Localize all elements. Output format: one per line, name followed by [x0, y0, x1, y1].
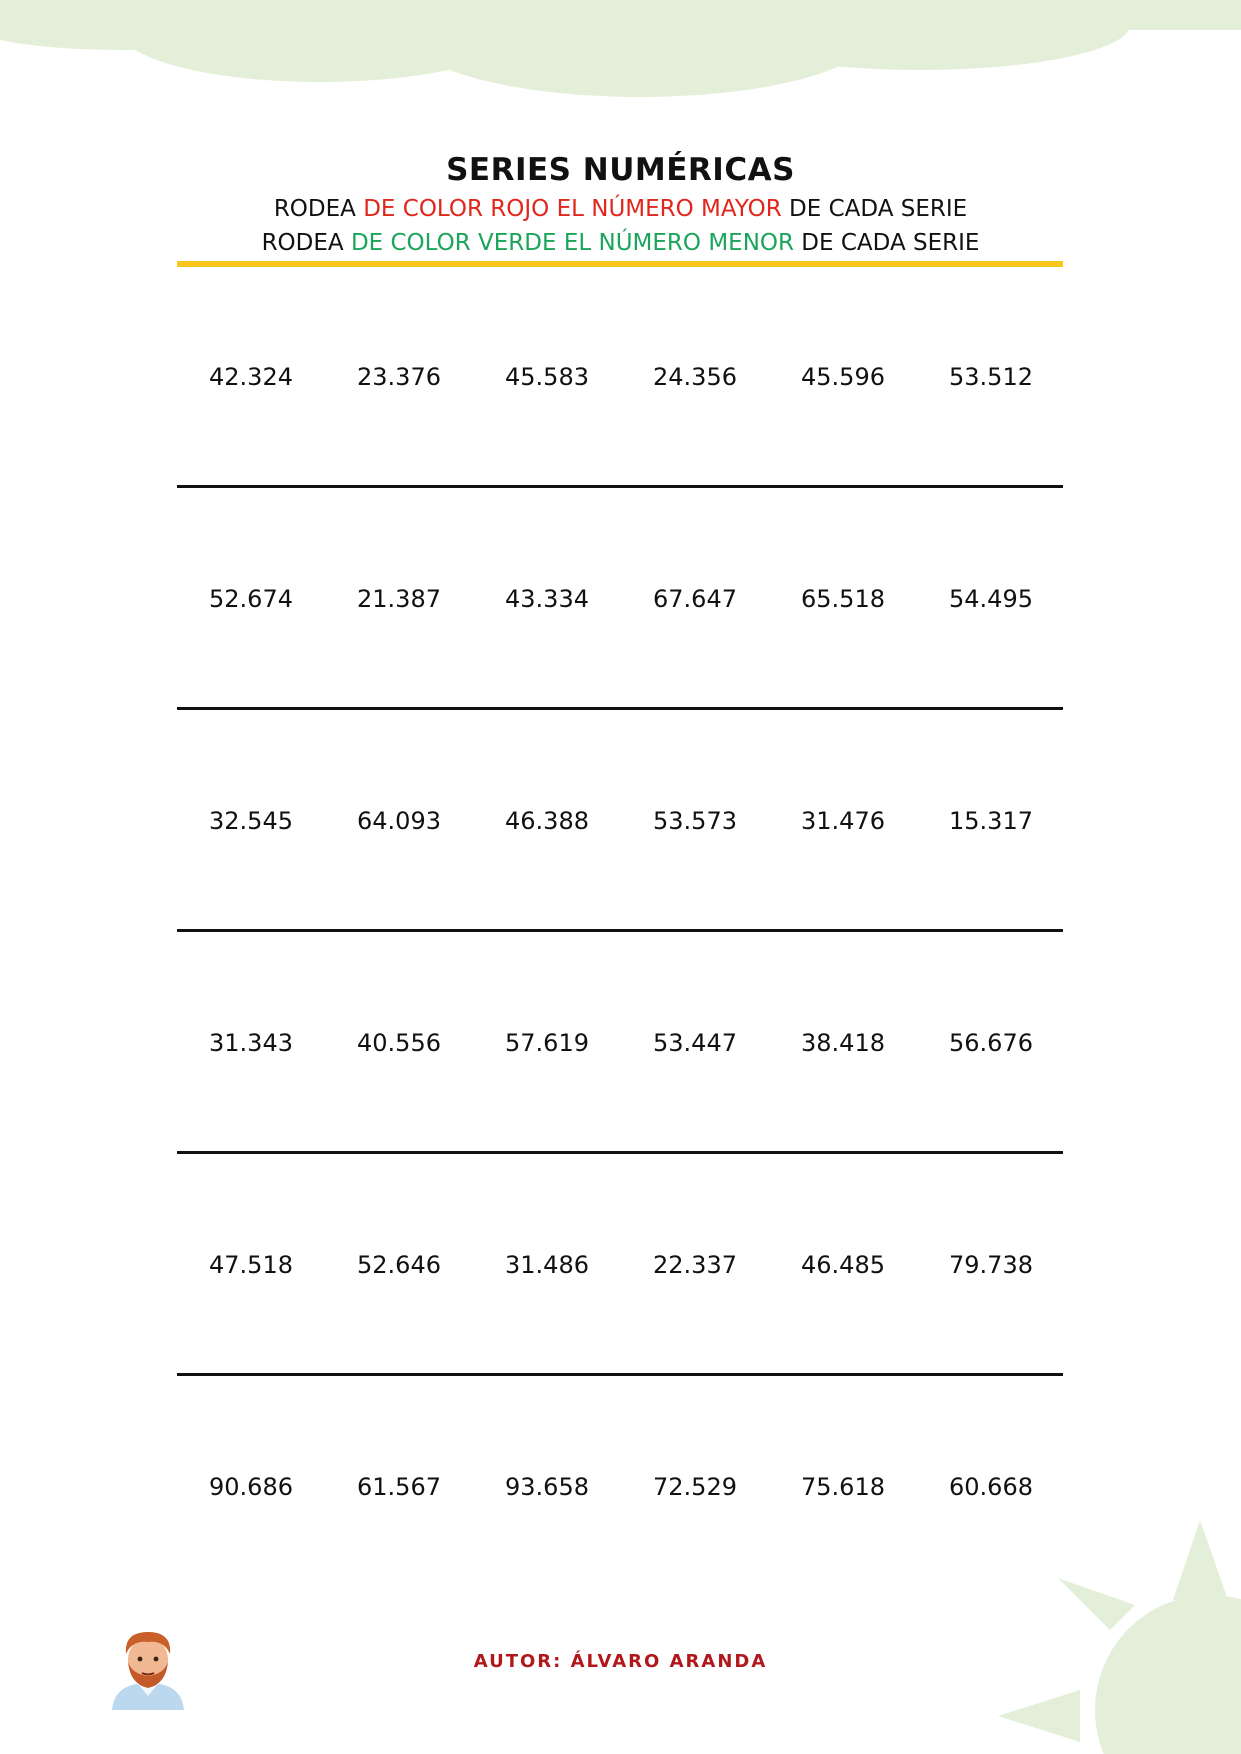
series-number[interactable]: 90.686: [209, 1473, 293, 1501]
series-number[interactable]: 54.495: [949, 585, 1033, 613]
series-number[interactable]: 31.476: [801, 807, 885, 835]
series-number[interactable]: 93.658: [505, 1473, 589, 1501]
series-number[interactable]: 53.573: [653, 807, 737, 835]
series-number[interactable]: 23.376: [357, 363, 441, 391]
series-separator: [177, 707, 1063, 710]
series-number[interactable]: 65.518: [801, 585, 885, 613]
instruction-green: [0, 226, 1241, 260]
series-number[interactable]: 40.556: [357, 1029, 441, 1057]
instruction-red: [0, 192, 1241, 226]
instruction-red-highlight: DE COLOR ROJO EL NÚMERO MAYOR: [363, 196, 782, 222]
series-separator: [177, 929, 1063, 932]
instruction-red-end: DE CADA SERIE: [781, 196, 968, 222]
series-row: [177, 1457, 1063, 1517]
series-number[interactable]: 53.447: [653, 1029, 737, 1057]
series-number[interactable]: 75.618: [801, 1473, 885, 1501]
series-number[interactable]: 31.343: [209, 1029, 293, 1057]
series-number[interactable]: 61.567: [357, 1473, 441, 1501]
instruction-red-start: RODEA: [273, 196, 364, 222]
series-number[interactable]: 60.668: [949, 1473, 1033, 1501]
series-separator: [177, 1373, 1063, 1376]
instruction-green-highlight: DE COLOR VERDE EL NÚMERO MENOR: [350, 230, 794, 256]
instruction-green-start: RODEA: [261, 230, 351, 256]
series-number[interactable]: 72.529: [653, 1473, 737, 1501]
series-number[interactable]: 79.738: [949, 1251, 1033, 1279]
series-number[interactable]: 15.317: [949, 807, 1033, 835]
header-divider: [177, 261, 1063, 267]
series-row: [177, 569, 1063, 629]
series-number[interactable]: 24.356: [653, 363, 737, 391]
series-number[interactable]: 45.596: [801, 363, 885, 391]
series-number[interactable]: 45.583: [505, 363, 589, 391]
series-number[interactable]: 46.388: [505, 807, 589, 835]
series-number[interactable]: 57.619: [505, 1029, 589, 1057]
series-separator: [177, 1151, 1063, 1154]
series-number[interactable]: 38.418: [801, 1029, 885, 1057]
cloud-decoration-icon: [0, 0, 1241, 110]
series-row: [177, 1013, 1063, 1073]
series-number[interactable]: 43.334: [505, 585, 589, 613]
page-title: SERIES NUMÉRICAS: [446, 152, 795, 188]
series-number[interactable]: 52.646: [357, 1251, 441, 1279]
series-number[interactable]: 53.512: [949, 363, 1033, 391]
series-number[interactable]: 31.486: [505, 1251, 589, 1279]
series-separator: [177, 485, 1063, 488]
series-number[interactable]: 42.324: [209, 363, 293, 391]
series-number[interactable]: 21.387: [357, 585, 441, 613]
series-number[interactable]: 47.518: [209, 1251, 293, 1279]
series-number[interactable]: 32.545: [209, 807, 293, 835]
instruction-green-end: DE CADA SERIE: [793, 230, 980, 256]
series-number[interactable]: 52.674: [209, 585, 293, 613]
series-number[interactable]: 22.337: [653, 1251, 737, 1279]
series-number[interactable]: 64.093: [357, 807, 441, 835]
series-row: [177, 791, 1063, 851]
series-number[interactable]: 46.485: [801, 1251, 885, 1279]
series-number[interactable]: 67.647: [653, 585, 737, 613]
series-row: [177, 1235, 1063, 1295]
series-number[interactable]: 56.676: [949, 1029, 1033, 1057]
author-credit: AUTOR: ÁLVARO ARANDA: [473, 1651, 768, 1672]
header: [0, 148, 1241, 260]
series-row: [177, 347, 1063, 407]
